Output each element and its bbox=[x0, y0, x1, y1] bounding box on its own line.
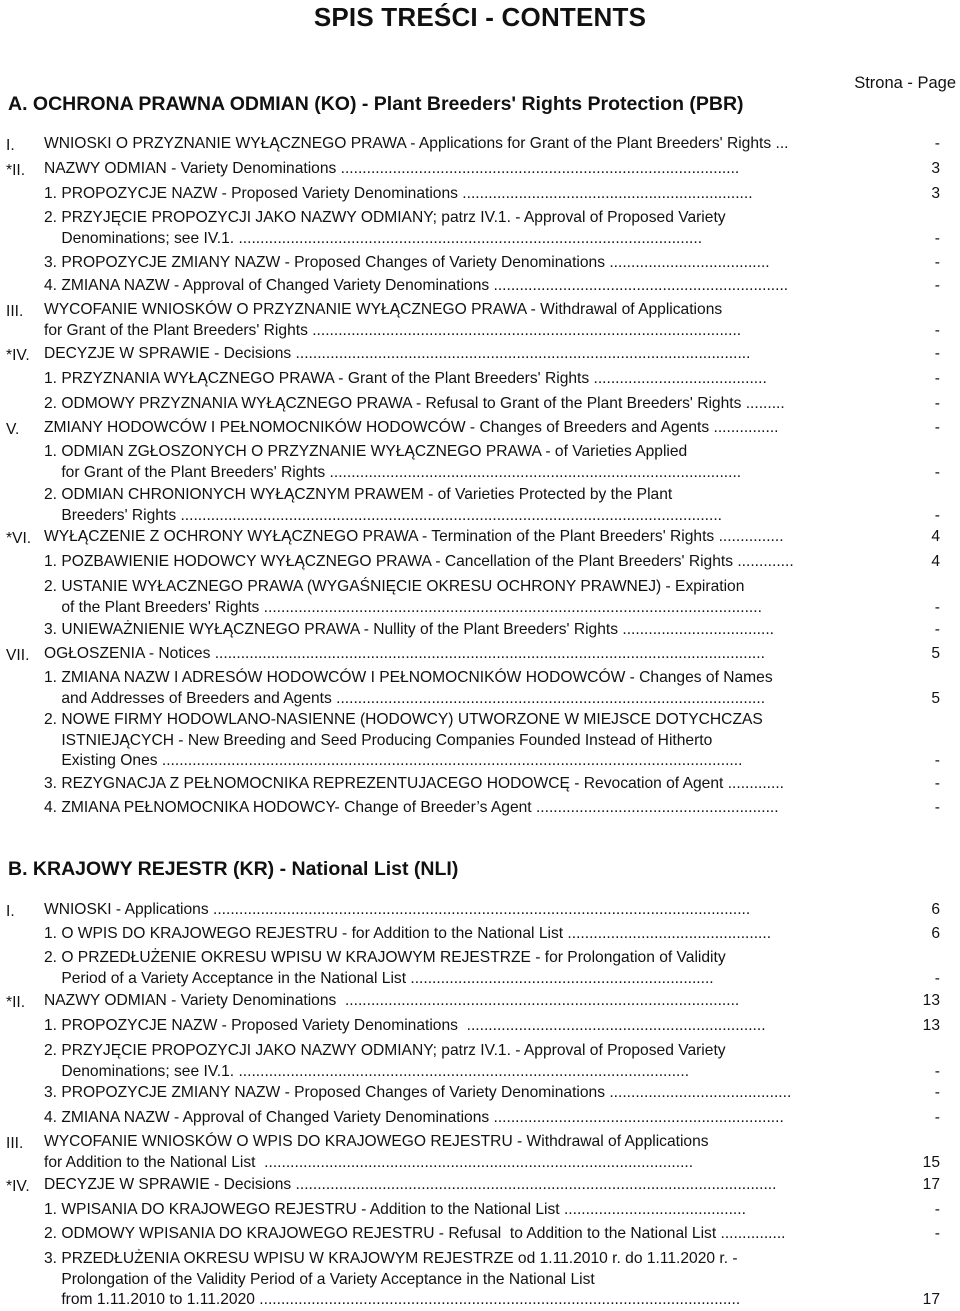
toc-entry[interactable] bbox=[0, 1041, 960, 1082]
toc-entry-line: 1. PRZYZNANIA WYŁĄCZNEGO PRAWA - Grant of the Plant Breeders' Rights ........................................ bbox=[44, 370, 767, 387]
toc-entry-line: WYCOFANIE WNIOSKÓW O PRZYZNANIE WYŁĄCZNEGO PRAWA - Withdrawal of Applications bbox=[44, 301, 723, 318]
toc-entry-line: 3. REZYGNACJA Z PEŁNOMOCNIKA REPREZENTUJACEGO HODOWCĘ - Revocation of Agent ............. bbox=[44, 775, 785, 792]
toc-entry-line: 2. PRZYJĘCIE PROPOZYCJI JAKO NAZWY ODMIANY; patrz IV.1. - Approval of Proposed Variety bbox=[44, 209, 726, 226]
toc-entry-number: I. bbox=[6, 137, 15, 154]
page-column-label: Strona - Page bbox=[854, 74, 956, 92]
toc-entry[interactable] bbox=[0, 276, 960, 297]
toc-entry-line: 2. O PRZEDŁUŻENIE OKRESU WPISU W KRAJOWYM REJESTRZE - for Prolongation of Validity bbox=[44, 949, 726, 966]
toc-entry-text bbox=[44, 344, 884, 365]
toc-entry-number: *VI. bbox=[6, 530, 32, 547]
toc-title: SPIS TREŚCI - CONTENTS bbox=[313, 2, 647, 32]
toc-entry-text bbox=[44, 948, 884, 989]
toc-entry-line: 2. PRZYJĘCIE PROPOZYCJI JAKO NAZWY ODMIANY; patrz IV.1. - Approval of Proposed Variety bbox=[44, 1042, 726, 1059]
toc-entry[interactable] bbox=[0, 184, 960, 205]
toc-entry-text bbox=[44, 253, 884, 274]
toc-entry-page: - bbox=[934, 598, 940, 616]
toc-entry-line: for Grant of the Plant Breeders' Rights ............................................................................................... bbox=[44, 463, 742, 481]
toc-entry-text bbox=[44, 159, 884, 180]
toc-entry-line: 2. USTANIE WYŁACZNEGO PRAWA (WYGAŚNIĘCIE OKRESU OCHRONY PRAWNEJ) - Expiration bbox=[44, 578, 745, 595]
toc-entry-page: 3 bbox=[931, 160, 940, 177]
toc-entry-page: 15 bbox=[922, 1153, 940, 1171]
toc-entry-line: 2. ODMOWY PRZYZNANIA WYŁĄCZNEGO PRAWA - Refusal to Grant of the Plant Breeders' Rights ......... bbox=[44, 395, 785, 412]
toc-entry[interactable] bbox=[0, 668, 960, 709]
toc-entry[interactable] bbox=[0, 253, 960, 274]
toc-entry[interactable] bbox=[0, 1175, 960, 1196]
toc-entry-page: - bbox=[934, 1201, 940, 1218]
toc-entry-line: 3. PROPOZYCJE ZMIANY NAZW - Proposed Changes of Variety Denominations .......................................... bbox=[44, 1084, 792, 1101]
toc-entry-text bbox=[44, 900, 884, 921]
toc-entry[interactable] bbox=[0, 527, 960, 548]
toc-entry[interactable] bbox=[0, 710, 960, 772]
toc-entry-line: 4. ZMIANA PEŁNOMOCNIKA HODOWCY- Change of Breeder’s Agent ........................................................ bbox=[44, 799, 779, 816]
toc-entry-number: *IV. bbox=[6, 347, 30, 364]
toc-entry-page: - bbox=[934, 254, 940, 271]
toc-entry-number: III. bbox=[6, 303, 24, 320]
toc-entry-line: and Addresses of Breeders and Agents ................................................................................................... bbox=[44, 689, 766, 707]
toc-entry-page: - bbox=[934, 799, 940, 816]
toc-entry[interactable] bbox=[0, 418, 960, 439]
toc-entry-page: - bbox=[934, 321, 940, 339]
toc-entry-text bbox=[44, 1249, 884, 1311]
toc-entry-page: - bbox=[934, 277, 940, 294]
toc-entry-line: WNIOSKI - Applications ............................................................................................................................ bbox=[44, 901, 751, 918]
toc-entry-page: - bbox=[934, 969, 940, 987]
toc-entry-page: - bbox=[934, 1084, 940, 1101]
toc-entry[interactable] bbox=[0, 1132, 960, 1173]
toc-entry-line: 2. NOWE FIRMY HODOWLANO-NASIENNE (HODOWCY) UTWORZONE W MIEJSCE DOTYCHCZAS bbox=[44, 711, 763, 728]
toc-entry-page: - bbox=[934, 463, 940, 481]
toc-entry-text bbox=[44, 668, 884, 709]
toc-entry-page: - bbox=[934, 1225, 940, 1242]
toc-entry[interactable] bbox=[0, 369, 960, 390]
toc-entry-page: - bbox=[934, 395, 940, 412]
toc-entry[interactable] bbox=[0, 644, 960, 665]
toc-entry[interactable] bbox=[0, 344, 960, 365]
toc-entry-page: 17 bbox=[922, 1176, 940, 1193]
toc-entry-text bbox=[44, 276, 884, 297]
toc-entry[interactable] bbox=[0, 208, 960, 249]
toc-entry-text bbox=[44, 394, 884, 415]
toc-entry[interactable] bbox=[0, 134, 960, 155]
toc-entry-line: Denominations; see IV.1. ........................................................................................................... bbox=[44, 229, 703, 247]
toc-entry-text bbox=[44, 1083, 884, 1104]
toc-entry-text bbox=[44, 1224, 884, 1245]
toc-entry-number: VII. bbox=[6, 647, 30, 664]
toc-entry[interactable] bbox=[0, 948, 960, 989]
toc-entry-text bbox=[44, 1108, 884, 1129]
toc-entry-number: V. bbox=[6, 421, 20, 438]
toc-entry-text bbox=[44, 369, 884, 390]
toc-entry-page: 5 bbox=[931, 645, 940, 662]
toc-entry[interactable] bbox=[0, 1108, 960, 1129]
toc-entry-line: WYCOFANIE WNIOSKÓW O WPIS DO KRAJOWEGO REJESTRU - Withdrawal of Applications bbox=[44, 1133, 709, 1150]
toc-entry-line: 4. ZMIANA NAZW - Approval of Changed Variety Denominations ................................................................... bbox=[44, 1109, 784, 1126]
toc-entry-page: 13 bbox=[922, 1017, 940, 1034]
toc-entry-text bbox=[44, 300, 884, 341]
toc-entry[interactable] bbox=[0, 924, 960, 945]
toc-entry[interactable] bbox=[0, 798, 960, 819]
toc-entry-page: - bbox=[934, 1109, 940, 1126]
toc-entry-page: 6 bbox=[931, 901, 940, 918]
toc-entry-line: NAZWY ODMIAN - Variety Denominations ........................................................................................... bbox=[44, 992, 740, 1009]
toc-entry-text bbox=[44, 620, 884, 641]
toc-entry-text bbox=[44, 577, 884, 618]
toc-entry-page: - bbox=[934, 775, 940, 792]
toc-entry-page: - bbox=[934, 506, 940, 524]
toc-entry[interactable] bbox=[0, 620, 960, 641]
toc-entry-line: ISTNIEJĄCYCH - New Breeding and Seed Producing Companies Founded Instead of Hitherto bbox=[44, 731, 713, 749]
toc-entry-line: 1. ODMIAN ZGŁOSZONYCH O PRZYZNANIE WYŁĄCZNEGO PRAWA - of Varieties Applied bbox=[44, 443, 688, 460]
toc-entry-line: 1. PROPOZYCJE NAZW - Proposed Variety Denominations ..................................................................... bbox=[44, 1017, 766, 1034]
toc-entry-page: - bbox=[934, 419, 940, 436]
toc-entry-line: Existing Ones ...................................................................................................................................... bbox=[44, 752, 743, 769]
toc-entry-line: Period of a Variety Acceptance in the National List ...................................................................... bbox=[44, 969, 714, 987]
toc-entry-line: from 1.11.2010 to 1.11.2020 ............................................................................................................... bbox=[44, 1291, 741, 1308]
toc-entry-line: 2. ODMIAN CHRONIONYCH WYŁĄCZNYM PRAWEM - of Varieties Protected by the Plant bbox=[44, 486, 673, 503]
toc-entry-text bbox=[44, 1200, 884, 1221]
toc-entry-text bbox=[44, 208, 884, 249]
toc-entry-text bbox=[44, 774, 884, 795]
toc-entry-line: NAZWY ODMIAN - Variety Denominations ............................................................................................ bbox=[44, 160, 740, 177]
toc-entry-line: DECYZJE W SPRAWIE - Decisions ......................................................................................................... bbox=[44, 345, 751, 362]
toc-entry-text bbox=[44, 1132, 884, 1173]
toc-entry-line: 3. PRZEDŁUŻENIA OKRESU WPISU W KRAJOWYM REJESTRZE od 1.11.2010 r. do 1.11.2020 r. - bbox=[44, 1250, 738, 1267]
toc-entry-text bbox=[44, 924, 884, 945]
toc-entry[interactable] bbox=[0, 1083, 960, 1104]
toc-entry[interactable] bbox=[0, 552, 960, 573]
toc-entry-text bbox=[44, 442, 884, 483]
toc-entry-text bbox=[44, 134, 884, 155]
toc-entry-text bbox=[44, 1175, 884, 1196]
toc-entry-number: III. bbox=[6, 1135, 24, 1152]
toc-entry-page: - bbox=[934, 752, 940, 769]
toc-entry[interactable] bbox=[0, 1249, 960, 1311]
toc-entry[interactable] bbox=[0, 485, 960, 526]
toc-entry-page: 5 bbox=[931, 689, 940, 707]
toc-entry-page: 4 bbox=[931, 553, 940, 570]
toc-entry-page: - bbox=[934, 370, 940, 387]
toc-entry-line: 2. ODMOWY WPISANIA DO KRAJOWEGO REJESTRU - Refusal to Addition to the National List ............... bbox=[44, 1225, 786, 1242]
toc-entry-page: 4 bbox=[931, 528, 940, 545]
toc-entry-line: 1. POZBAWIENIE HODOWCY WYŁĄCZNEGO PRAWA - Cancellation of the Plant Breeders' Rights ............. bbox=[44, 553, 794, 570]
toc-entry-text bbox=[44, 485, 884, 526]
toc-entry-line: Breeders' Rights ............................................................................................................................. bbox=[44, 506, 723, 524]
toc-entry[interactable] bbox=[0, 1200, 960, 1221]
toc-entry[interactable] bbox=[0, 1224, 960, 1245]
toc-entry[interactable] bbox=[0, 300, 960, 341]
toc-entry-line: 3. PROPOZYCJE ZMIANY NAZW - Proposed Changes of Variety Denominations ..................................... bbox=[44, 254, 770, 271]
toc-entry-line: 3. UNIEWAŻNIENIE WYŁĄCZNEGO PRAWA - Nullity of the Plant Breeders' Rights ................................... bbox=[44, 621, 774, 638]
toc-entry-page: - bbox=[934, 135, 940, 152]
toc-entry-page: 3 bbox=[931, 185, 940, 202]
toc-entry-line: 1. WPISANIA DO KRAJOWEGO REJESTRU - Addition to the National List .......................................... bbox=[44, 1201, 746, 1218]
toc-entry-page: 6 bbox=[931, 925, 940, 942]
toc-entry-page: - bbox=[934, 1062, 940, 1080]
toc-entry[interactable] bbox=[0, 394, 960, 415]
toc-entry-number: *II. bbox=[6, 162, 26, 179]
toc-entry-page: 17 bbox=[922, 1291, 940, 1308]
toc-entry[interactable] bbox=[0, 159, 960, 180]
toc-entry[interactable] bbox=[0, 442, 960, 483]
toc-entry-line: WNIOSKI O PRZYZNANIE WYŁĄCZNEGO PRAWA - Applications for Grant of the Plant Breeders' Rights ... bbox=[44, 135, 789, 152]
toc-entry-number: I. bbox=[6, 903, 15, 920]
toc-entry-text bbox=[44, 552, 884, 573]
toc-entry-number: *II. bbox=[6, 994, 26, 1011]
section-b-heading: B. KRAJOWY REJESTR (KR) - National List (NLI) bbox=[8, 858, 459, 880]
toc-entry-page: - bbox=[934, 345, 940, 362]
toc-entry-line: WYŁĄCZENIE Z OCHRONY WYŁĄCZNEGO PRAWA - Termination of the Plant Breeders' Rights ............... bbox=[44, 528, 784, 545]
toc-entry-line: 1. O WPIS DO KRAJOWEGO REJESTRU - for Addition to the National List ............................................... bbox=[44, 925, 772, 942]
toc-entry-line: DECYZJE W SPRAWIE - Decisions ............................................................................................................... bbox=[44, 1176, 777, 1193]
section-a-heading: A. OCHRONA PRAWNA ODMIAN (KO) - Plant Breeders' Rights Protection (PBR) bbox=[8, 93, 744, 115]
toc-entry-text bbox=[44, 1041, 884, 1082]
toc-entry-line: OGŁOSZENIA - Notices ............................................................................................................................... bbox=[44, 645, 765, 662]
toc-entry-text bbox=[44, 184, 884, 205]
toc-entry[interactable] bbox=[0, 577, 960, 618]
toc-entry-text bbox=[44, 527, 884, 548]
toc-entry-line: Denominations; see IV.1. ........................................................................................................ bbox=[44, 1062, 690, 1080]
toc-entry[interactable] bbox=[0, 1016, 960, 1037]
toc-entry-text bbox=[44, 710, 884, 772]
toc-entry[interactable] bbox=[0, 774, 960, 795]
toc-entry[interactable] bbox=[0, 991, 960, 1012]
toc-entry-line: for Addition to the National List ................................................................................................... bbox=[44, 1153, 694, 1171]
toc-entry[interactable] bbox=[0, 900, 960, 921]
toc-entry-line: 4. ZMIANA NAZW - Approval of Changed Variety Denominations .................................................................... bbox=[44, 277, 789, 294]
toc-entry-text bbox=[44, 991, 884, 1012]
toc-entry-page: - bbox=[934, 621, 940, 638]
toc-entry-text bbox=[44, 644, 884, 665]
toc-entry-text bbox=[44, 1016, 884, 1037]
toc-entry-page: 13 bbox=[922, 992, 940, 1009]
toc-entry-line: of the Plant Breeders' Rights ................................................................................................................... bbox=[44, 598, 762, 616]
toc-entry-line: ZMIANY HODOWCÓW I PEŁNOMOCNIKÓW HODOWCÓW - Changes of Breeders and Agents ............... bbox=[44, 419, 779, 436]
toc-entry-line: for Grant of the Plant Breeders' Rights ................................................................................................... bbox=[44, 321, 742, 339]
toc-entry-line: 1. ZMIANA NAZW I ADRESÓW HODOWCÓW I PEŁNOMOCNIKÓW HODOWCÓW - Changes of Names bbox=[44, 669, 773, 686]
toc-entry-text bbox=[44, 418, 884, 439]
toc-entry-page: - bbox=[934, 229, 940, 247]
toc-entry-text bbox=[44, 798, 884, 819]
toc-entry-line: 1. PROPOZYCJE NAZW - Proposed Variety Denominations ................................................................... bbox=[44, 185, 753, 202]
toc-entry-line: Prolongation of the Validity Period of a Variety Acceptance in the National List bbox=[44, 1270, 595, 1288]
toc-entry-number: *IV. bbox=[6, 1178, 30, 1195]
